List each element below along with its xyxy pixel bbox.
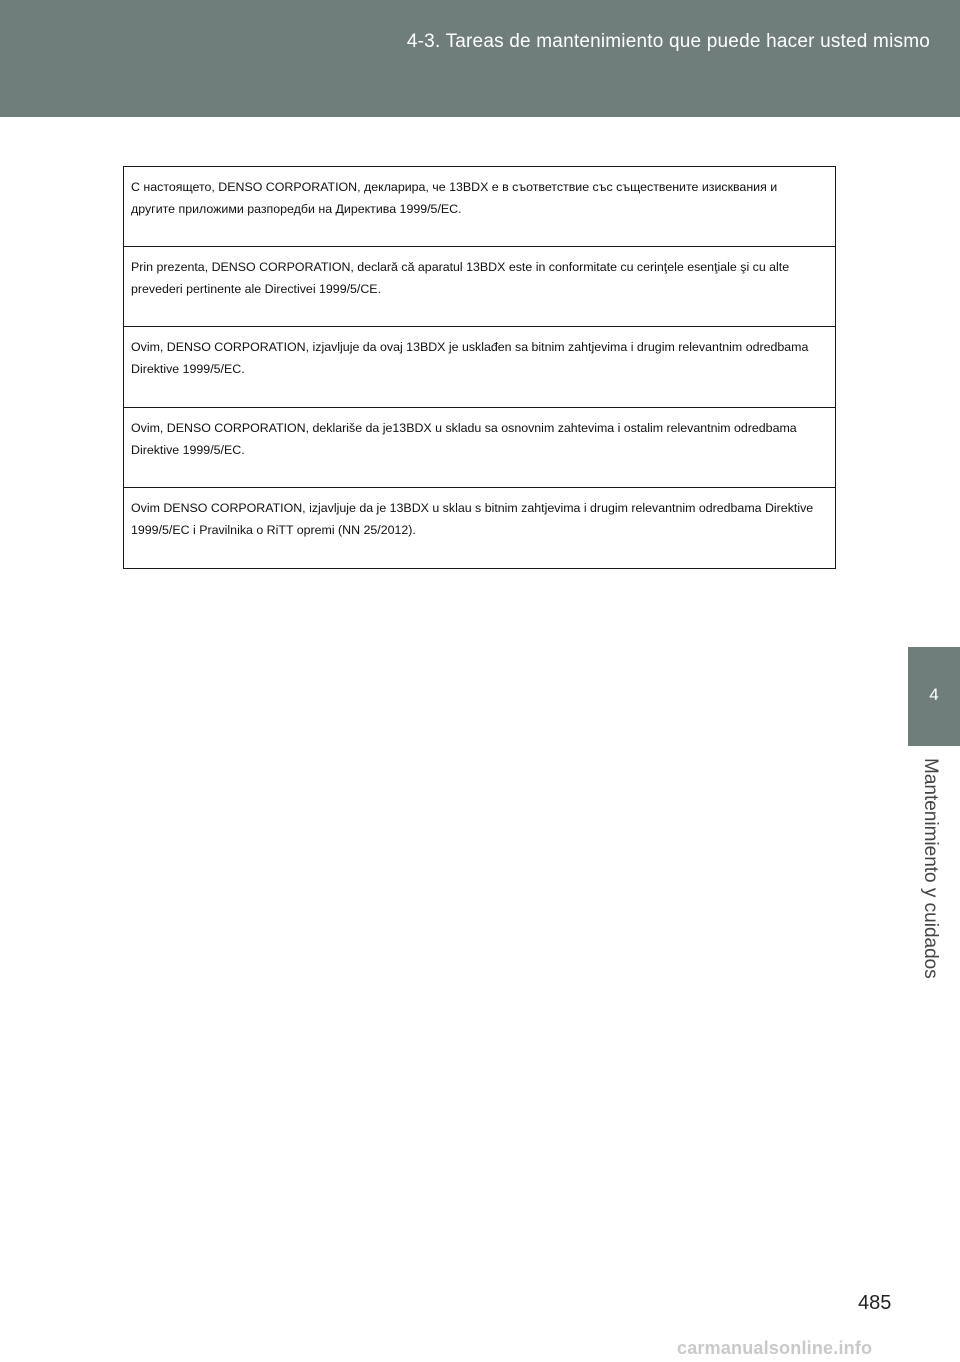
declaration-romanian: Prin prezenta, DENSO CORPORATION, declară că aparatul 13BDX este in conformitate cu cerinţele esenţiale şi cu alte prevederi pertinente ale Directivei 1999/5/CE. [124,247,835,327]
page-number: 485 [858,1292,892,1314]
chapter-label-wrap [908,758,952,998]
declarations-table [123,166,836,569]
chapter-tab [908,647,960,746]
declaration-bosnian: Ovim, DENSO CORPORATION, izjavljuje da ovaj 13BDX je usklađen sa bitnim zahtjevima i drugim relevantnim odredbama Direktive 1999/5/EC. [124,327,835,407]
declaration-croatian: Ovim DENSO CORPORATION, izjavljuje da je 13BDX u sklau s bitnim zahtjevima i drugim relevantnim odredbama Direktive 1999/5/EC i Pravilnika o RiTT opremi (NN 25/2012). [131,500,814,537]
chapter-label: Mantenimiento y cuidados [920,758,941,979]
declaration-bulgarian: С настоящето, DENSO CORPORATION, декларира, че 13BDX е в съответствие със съществените изисквания и другите приложими разпоредби на Директива 1999/5/EC. [124,167,835,247]
watermark: carmanualsonline.info [677,1338,873,1358]
declaration-serbian: Ovim, DENSO CORPORATION, deklariše da je13BDX u skladu sa osnovnim zahtevima i ostalim relevantnim odredbama Direktive 1999/5/EC. [124,408,835,488]
chapter-number: 4 [929,685,939,704]
section-header-bar [0,0,960,117]
section-title: 4-3. Tareas de mantenimiento que puede hacer usted mismo [406,31,930,52]
